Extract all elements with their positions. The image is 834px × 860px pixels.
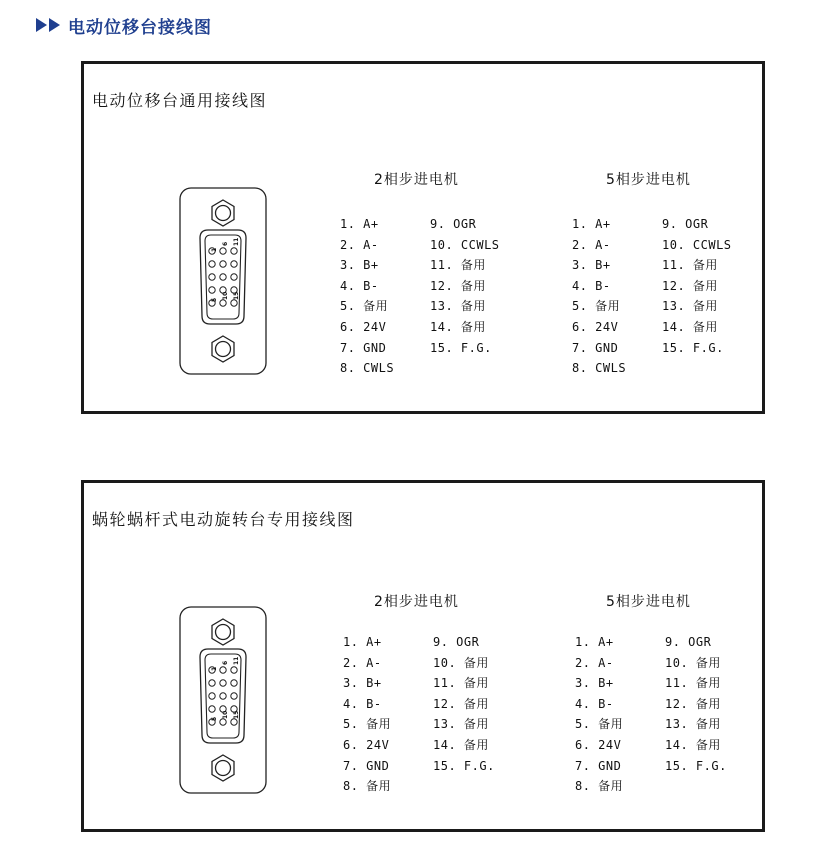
pin-hole <box>209 261 215 267</box>
pin-assignment: 13. 备用 <box>662 299 718 314</box>
pin-number-label: 5 <box>211 297 218 302</box>
pin-assignment: 4. B- <box>575 696 614 711</box>
pin-assignment: 9. OGR <box>662 217 709 231</box>
pin-assignment: 7. GND <box>343 758 390 773</box>
pin-assignment: 15. F.G. <box>665 758 727 773</box>
pin-hole <box>231 693 237 699</box>
pin-assignment: 12. 备用 <box>430 278 486 293</box>
pin-assignment: 11. 备用 <box>433 676 489 691</box>
pin-number-label: 6 <box>222 241 229 246</box>
pin-assignment: 11. 备用 <box>662 258 718 273</box>
pin-assignment: 2. A- <box>572 237 611 252</box>
pin-number-label: 15 <box>233 291 240 300</box>
pin-assignment: 3. B+ <box>572 258 611 273</box>
pin-assignment: 14. 备用 <box>430 319 486 334</box>
pin-assignment: 9. OGR <box>433 635 480 649</box>
pin-assignment: 12. 备用 <box>433 696 489 711</box>
pin-list-2phase-left <box>340 214 394 379</box>
pin-assignment: 10. CCWLS <box>430 237 500 252</box>
pin-assignment: 1. A+ <box>572 217 611 231</box>
pin-assignment: 1. A+ <box>575 635 614 649</box>
pin-assignment: 14. 备用 <box>662 319 718 334</box>
pin-assignment: 6. 24V <box>575 737 622 752</box>
panel-title: 蜗轮蜗杆式电动旋转台专用接线图 <box>92 510 355 529</box>
table-title-2phase: 2相步进电机 <box>374 594 459 610</box>
pin-assignment: 14. 备用 <box>665 737 721 752</box>
pin-assignment: 5. 备用 <box>343 717 392 732</box>
pin-assignment: 2. A- <box>575 655 614 670</box>
table-title-2phase: 2相步进电机 <box>374 172 459 188</box>
table-title-5phase: 5相步进电机 <box>606 172 691 188</box>
pin-assignment: 13. 备用 <box>430 299 486 314</box>
pin-assignment: 13. 备用 <box>665 717 721 732</box>
pin-assignment: 2. A- <box>343 655 382 670</box>
pin-assignment: 7. GND <box>340 340 387 355</box>
pin-assignment: 6. 24V <box>340 319 387 334</box>
panel-worm-gear-rotary-stage <box>81 480 765 832</box>
pin-assignment: 5. 备用 <box>340 299 389 314</box>
panel-title: 电动位移台通用接线图 <box>92 91 268 110</box>
pin-assignment: 4. B- <box>572 278 611 293</box>
pin-assignment: 1. A+ <box>343 635 382 649</box>
section-header <box>36 13 212 37</box>
pin-assignment: 12. 备用 <box>662 278 718 293</box>
pin-assignment: 7. GND <box>572 340 619 355</box>
pin-hole <box>231 680 237 686</box>
pin-assignment: 3. B+ <box>340 258 379 273</box>
pin-assignment: 14. 备用 <box>433 737 489 752</box>
pin-list-2phase-right <box>433 632 495 776</box>
db15-connector-icon <box>178 605 268 795</box>
pin-number-label: 10 <box>222 291 229 300</box>
pin-hole <box>220 667 226 673</box>
pin-assignment: 8. CWLS <box>572 361 627 376</box>
pin-list-2phase-right <box>430 214 500 358</box>
pin-assignment: 11. 备用 <box>430 258 486 273</box>
pin-number-label: 1 <box>211 666 218 671</box>
pin-hole <box>220 693 226 699</box>
pin-assignment: 10. 备用 <box>665 655 721 670</box>
pin-assignment: 8. 备用 <box>575 779 624 794</box>
pin-number-label: 6 <box>222 660 229 665</box>
pin-hole <box>231 261 237 267</box>
pin-list-5phase-right <box>665 632 727 776</box>
pin-hole <box>220 680 226 686</box>
pin-number-label: 11 <box>233 656 240 665</box>
pin-number-label: 11 <box>233 237 240 246</box>
pin-hole <box>209 693 215 699</box>
pin-list-5phase-left <box>575 632 623 797</box>
pin-assignment: 12. 备用 <box>665 696 721 711</box>
double-arrow-icon <box>36 18 62 32</box>
pin-assignment: 10. CCWLS <box>662 237 732 252</box>
pin-number-label: 15 <box>233 710 240 719</box>
pin-assignment: 3. B+ <box>575 676 614 691</box>
pin-assignment: 3. B+ <box>343 676 382 691</box>
pin-assignment: 13. 备用 <box>433 717 489 732</box>
pin-assignment: 6. 24V <box>572 319 619 334</box>
pin-assignment: 6. 24V <box>343 737 390 752</box>
pin-number-label: 1 <box>211 247 218 252</box>
pin-assignment: 4. B- <box>343 696 382 711</box>
pin-hole <box>231 248 237 254</box>
panel-linear-stage <box>81 61 765 414</box>
connector-diagram <box>178 186 268 380</box>
pin-hole <box>209 706 215 712</box>
pin-assignment: 11. 备用 <box>665 676 721 691</box>
pin-hole <box>231 667 237 673</box>
pin-assignment: 15. F.G. <box>430 340 492 355</box>
pin-hole <box>220 248 226 254</box>
pin-list-2phase-left <box>343 632 391 797</box>
pin-hole <box>231 274 237 280</box>
pin-assignment: 10. 备用 <box>433 655 489 670</box>
pin-assignment: 4. B- <box>340 278 379 293</box>
table-title-5phase: 5相步进电机 <box>606 594 691 610</box>
pin-hole <box>220 274 226 280</box>
pin-assignment: 5. 备用 <box>572 299 621 314</box>
pin-assignment: 15. F.G. <box>662 340 724 355</box>
pin-hole <box>220 261 226 267</box>
pin-assignment: 15. F.G. <box>433 758 495 773</box>
pin-assignment: 2. A- <box>340 237 379 252</box>
db15-connector-icon <box>178 186 268 376</box>
pin-assignment: 7. GND <box>575 758 622 773</box>
pin-hole <box>209 287 215 293</box>
pin-assignment: 1. A+ <box>340 217 379 231</box>
pin-number-label: 5 <box>211 716 218 721</box>
pin-list-5phase-right <box>662 214 732 358</box>
pin-assignment: 8. 备用 <box>343 779 392 794</box>
pin-number-label: 10 <box>222 710 229 719</box>
pin-hole <box>209 274 215 280</box>
pin-assignment: 9. OGR <box>430 217 477 231</box>
section-title: 电动位移台接线图 <box>68 17 212 38</box>
pin-assignment: 5. 备用 <box>575 717 624 732</box>
pin-hole <box>209 680 215 686</box>
pin-assignment: 8. CWLS <box>340 361 395 376</box>
pin-list-5phase-left <box>572 214 626 379</box>
pin-assignment: 9. OGR <box>665 635 712 649</box>
connector-diagram <box>178 605 268 799</box>
